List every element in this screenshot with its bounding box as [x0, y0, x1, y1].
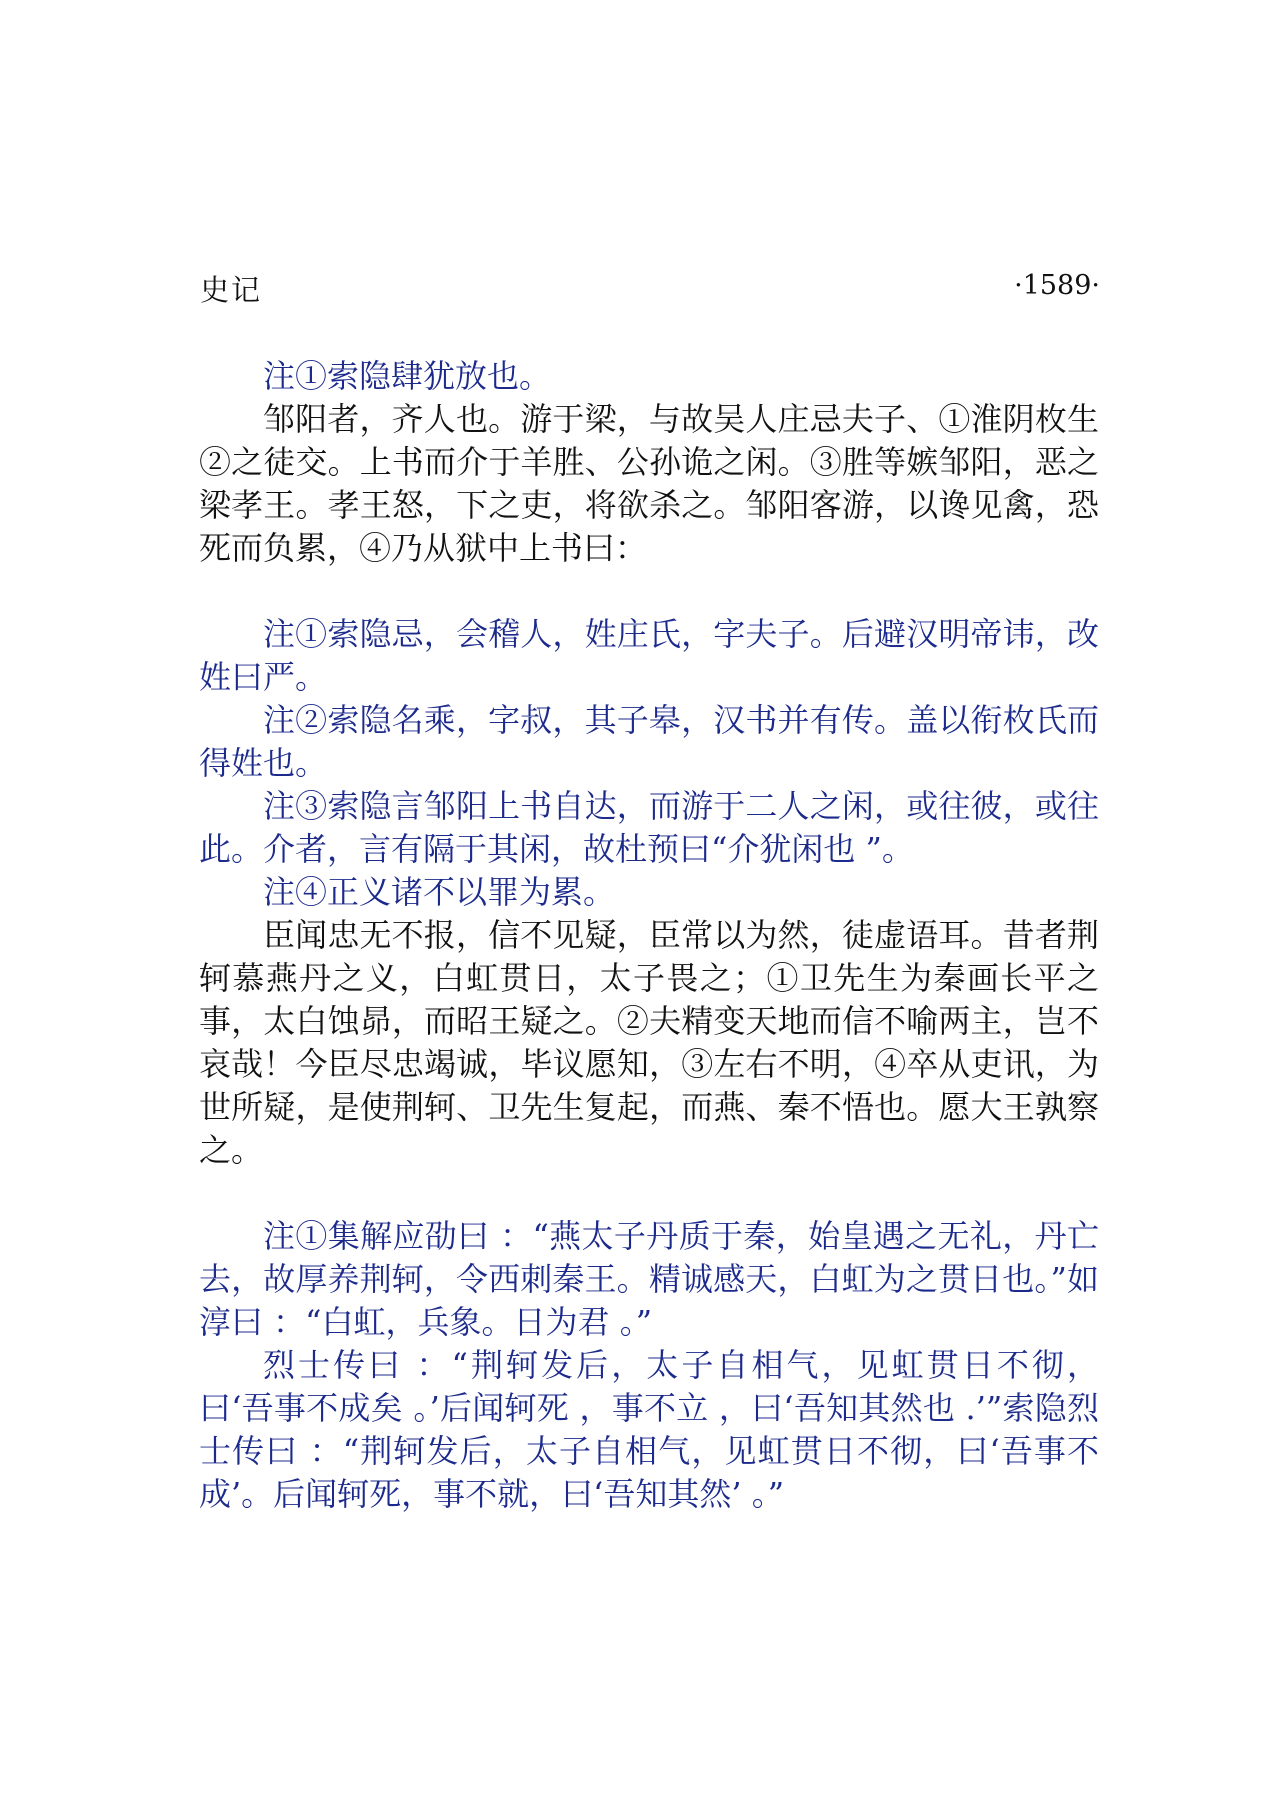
- annotation-paragraph: 注③索隐言邹阳上书自达，而游于二人之闲，或往彼，或往此。介者，言有隔于其闲，故杜预曰“介犹闲也 ”。: [199, 787, 1099, 868]
- annotation-paragraph: 注②索隐名乘，字叔，其子皋，汉书并有传。盖以衔枚氏而得姓也。: [199, 701, 1099, 782]
- annotation-paragraph: 注①集解应劭曰 ：“燕太子丹质于秦，始皇遇之无礼，丹亡去，故厚养荆轲，令西刺秦王。精诚感天，白虹为之贯日也。”如淳曰 ：“白虹，兵象。日为君 。”: [199, 1217, 1099, 1341]
- book-title: 史记: [200, 273, 263, 307]
- annotation-paragraph: 注①索隐忌，会稽人，姓庄氏，字夫子。后避汉明帝讳，改姓曰严。: [199, 615, 1099, 696]
- annotation-paragraph: 烈士传曰 ：“荆轲发后，太子自相气，见虹贯日不彻，曰‘吾事不成矣 。’后闻轲死 ，事不立 ，曰‘吾知其然也 .’”索隐烈士传曰 ：“荆轲发后，太子自相气，见虹贯日不彻，曰‘吾事不成’。后闻轲死，事不就，曰‘吾知其然’ 。”: [199, 1346, 1099, 1513]
- body-paragraph: 臣闻忠无不报，信不见疑，臣常以为然，徒虚语耳。昔者荆轲慕燕丹之义，白虹贯日，太子畏之；①卫先生为秦画长平之事，太白蚀昴，而昭王疑之。②夫精变天地而信不喻两主，岂不哀哉！今臣尽忠竭诚，毕议愿知，③左右不明，④卒从吏讯，为世所疑，是使荆轲、卫先生复起，而燕、秦不悟也。愿大王孰察之。: [199, 916, 1099, 1169]
- paragraph-gap: [199, 1172, 1099, 1215]
- paragraph-gap: [199, 570, 1099, 613]
- text-body: [199, 355, 1099, 1516]
- page-number: ·1589·: [1014, 270, 1100, 301]
- annotation-paragraph: 注④正义诸不以罪为累。: [263, 873, 616, 911]
- page-header: [200, 268, 1100, 312]
- body-paragraph: 邹阳者，齐人也。游于梁，与故吴人庄忌夫子、①淮阴枚生②之徒交。上书而介于羊胜、公孙诡之闲。③胜等嫉邹阳，恶之梁孝王。孝王怒，下之吏，将欲杀之。邹阳客游，以谗见禽，恐死而负累，④乃从狱中上书曰：: [199, 400, 1099, 567]
- annotation-paragraph: 注①索隐肆犹放也。: [263, 357, 552, 395]
